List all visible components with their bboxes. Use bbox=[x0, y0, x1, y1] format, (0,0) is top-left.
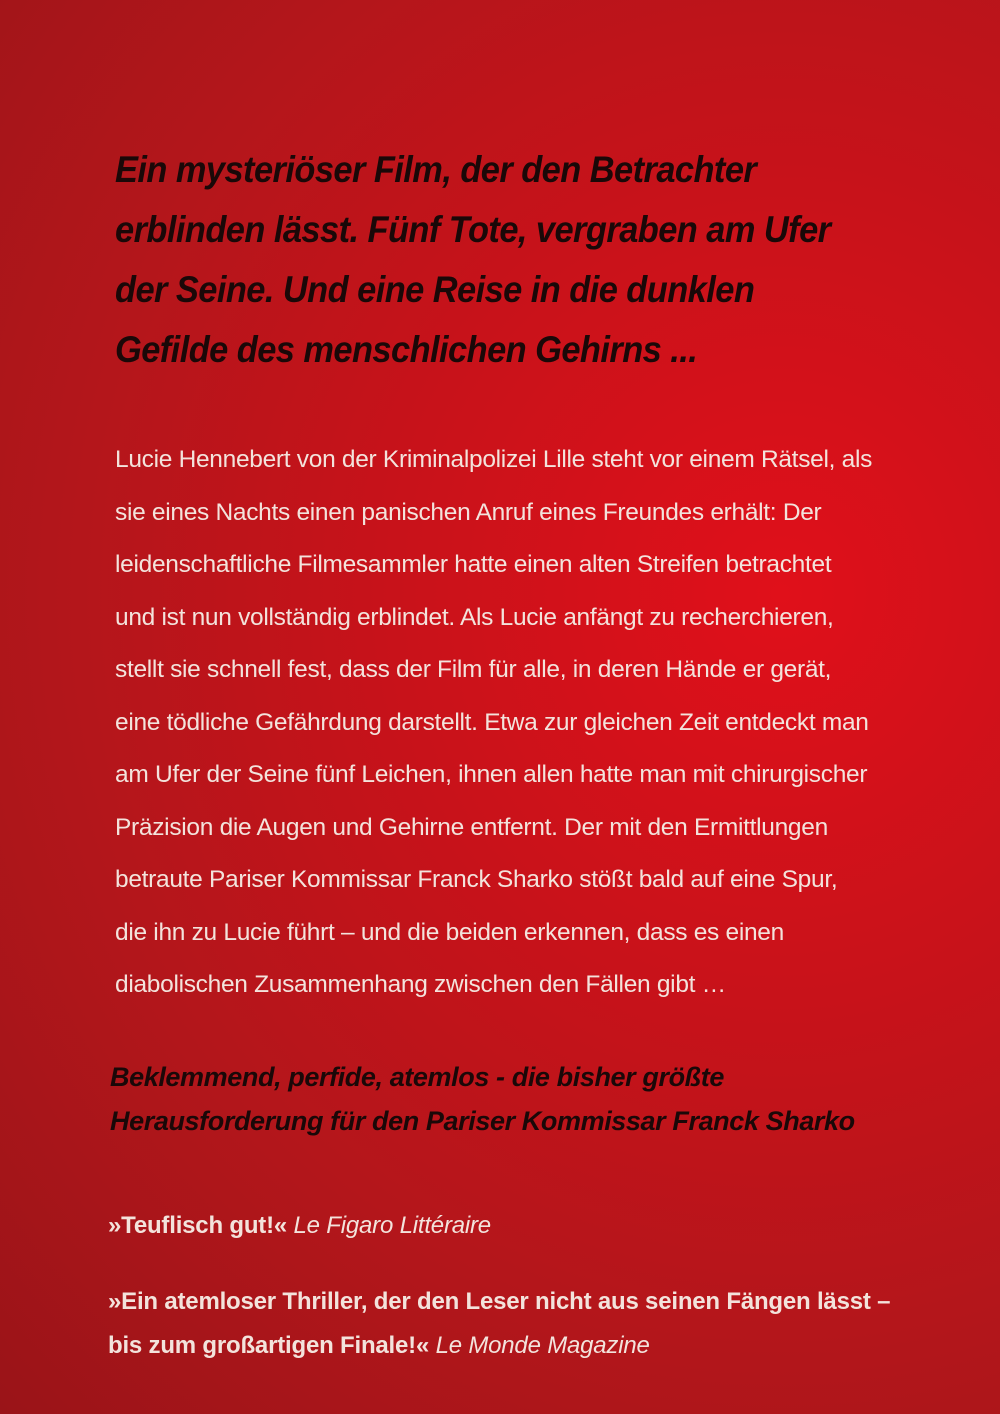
press-quote-line bbox=[108, 1204, 491, 1248]
synopsis-line: und ist nun vollständig erblindet. Als Lucie anfängt zu recherchieren, bbox=[115, 603, 834, 631]
press-quote-line bbox=[108, 1280, 890, 1324]
tagline-line: Gefilde des menschlichen Gehirns ... bbox=[115, 329, 698, 370]
press-quote-source: Le Figaro Littéraire bbox=[293, 1212, 491, 1239]
tagline-line: Ein mysteriöser Film, der den Betrachter bbox=[115, 149, 757, 190]
press-quote-source: Le Monde Magazine bbox=[435, 1332, 650, 1359]
teaser-line: Herausforderung für den Pariser Kommissar Franck Sharko bbox=[110, 1106, 855, 1136]
press-quote bbox=[108, 1204, 491, 1248]
press-quote-text: »Teuflisch gut!« bbox=[108, 1212, 288, 1239]
synopsis-line: am Ufer der Seine fünf Leichen, ihnen allen hatte man mit chirurgischer bbox=[115, 761, 868, 788]
synopsis-line: die ihn zu Lucie führt – und die beiden erkennen, dass es einen bbox=[115, 918, 784, 946]
synopsis-line: Präzision die Augen und Gehirne entfernt. Der mit den Ermittlungen bbox=[115, 813, 828, 841]
press-quote-line bbox=[108, 1324, 890, 1368]
tagline bbox=[115, 140, 859, 380]
teaser-line: Beklemmend, perfide, atemlos - die bisher größte bbox=[110, 1062, 724, 1092]
tagline-line: erblinden lässt. Fünf Tote, vergraben am Ufer bbox=[115, 209, 831, 250]
teaser bbox=[110, 1055, 930, 1143]
press-quote-text: bis zum großartigen Finale!« bbox=[108, 1332, 430, 1359]
tagline-line: der Seine. Und eine Reise in die dunklen bbox=[115, 269, 755, 310]
synopsis-line: betraute Pariser Kommissar Franck Sharko stößt bald auf eine Spur, bbox=[115, 866, 838, 893]
synopsis-line: leidenschaftliche Filmesammler hatte einen alten Streifen betrachtet bbox=[115, 551, 832, 578]
synopsis-line: stellt sie schnell fest, dass der Film für alle, in deren Hände er gerät, bbox=[115, 656, 832, 683]
press-quote bbox=[108, 1280, 890, 1368]
synopsis-line: eine tödliche Gefährdung darstellt. Etwa zur gleichen Zeit entdeckt man bbox=[115, 708, 869, 736]
synopsis-line: diabolischen Zusammenhang zwischen den Fällen gibt … bbox=[115, 971, 726, 998]
press-quote-text: »Ein atemloser Thriller, der den Leser nicht aus seinen Fängen lässt – bbox=[108, 1288, 891, 1315]
synopsis-line: Lucie Hennebert von der Kriminalpolizei Lille steht vor einem Rätsel, als bbox=[115, 446, 873, 473]
synopsis-line: sie eines Nachts einen panischen Anruf eines Freundes erhält: Der bbox=[115, 498, 822, 526]
synopsis bbox=[115, 434, 935, 1012]
